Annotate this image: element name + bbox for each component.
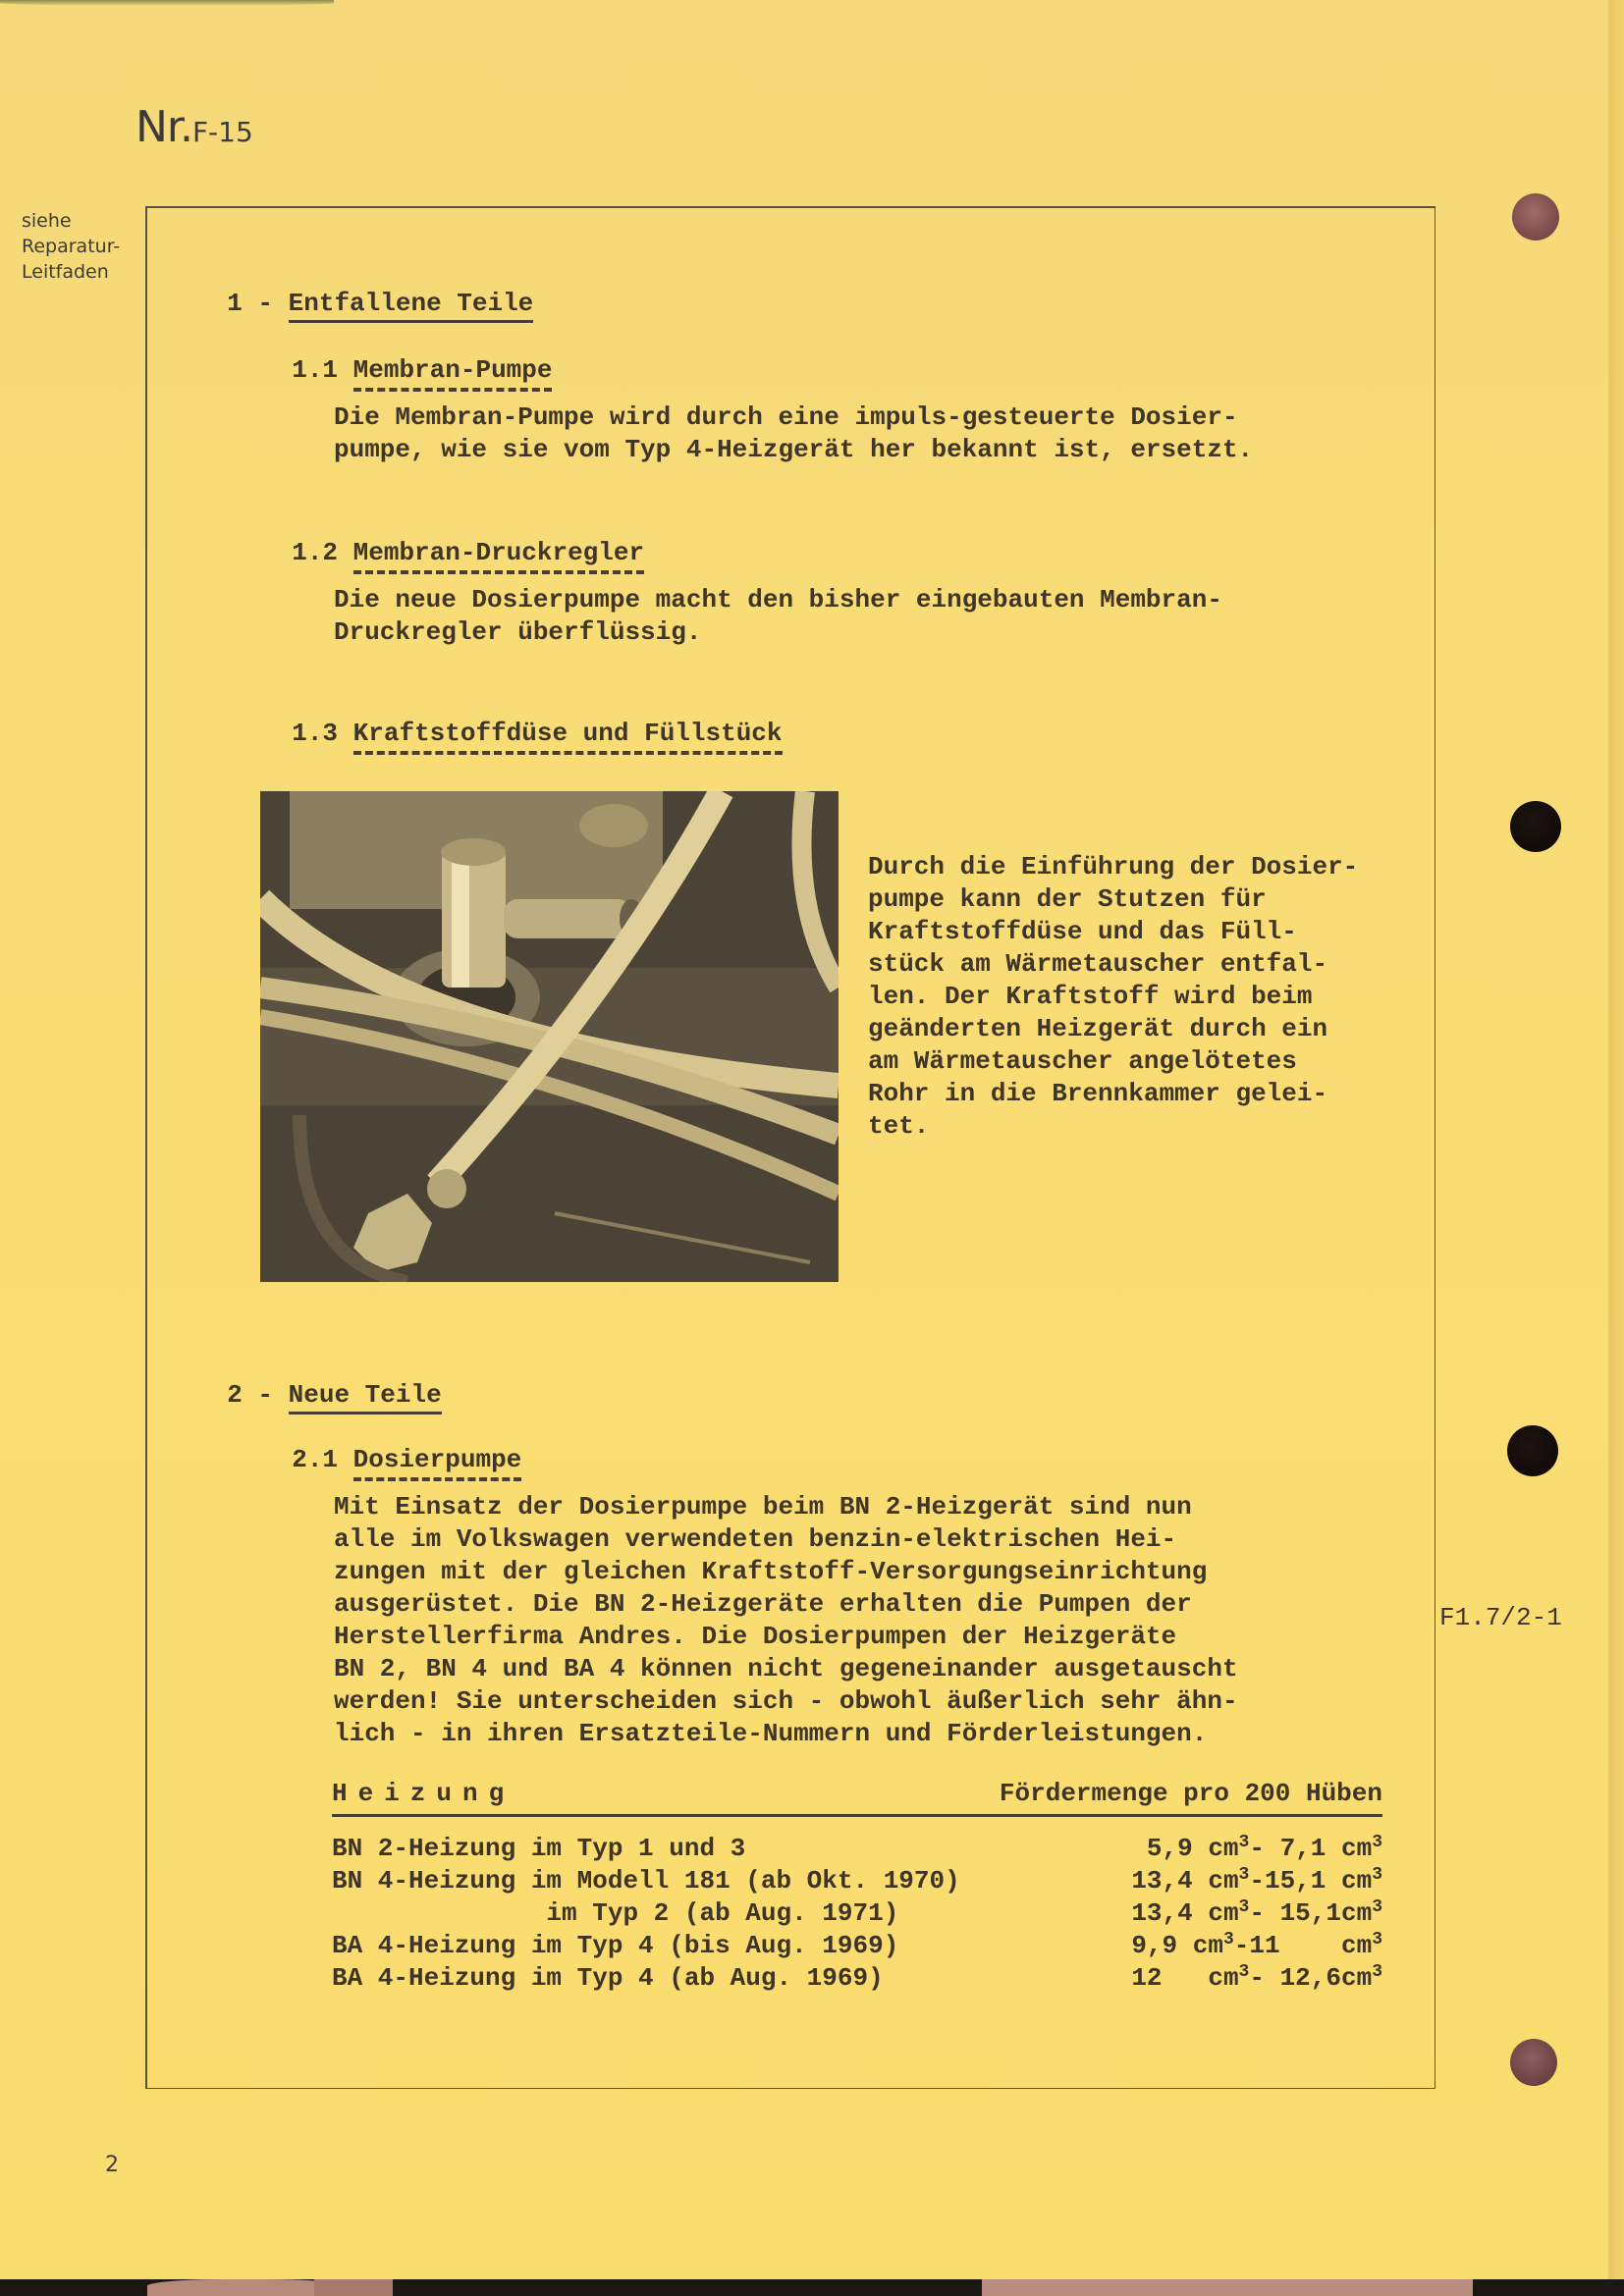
table-row bbox=[332, 1898, 1382, 1930]
heizung-cell: BN 2-Heizung im Typ 1 und 3 bbox=[332, 1834, 746, 1863]
subsection-number: 2.1 bbox=[292, 1445, 339, 1474]
section-title: Entfallene Teile bbox=[289, 289, 534, 323]
paragraph-line: Die Membran-Pumpe wird durch eine impuls-gesteuerte Dosier- bbox=[334, 402, 1238, 432]
column-foerdermenge: Fördermenge pro 200 Hüben bbox=[999, 1779, 1382, 1808]
subsection-1-2-heading bbox=[261, 503, 644, 569]
paragraph-line: BN 2, BN 4 und BA 4 können nicht gegeneinander ausgetauscht bbox=[334, 1654, 1238, 1683]
exponent: 3 bbox=[1222, 1930, 1234, 1949]
exponent: 3 bbox=[1238, 1865, 1250, 1885]
foerdermenge-cell: 5,9 $cm^3-$ 7,1 $cm^3$ bbox=[1146, 1833, 1382, 1863]
exponent: 3 bbox=[1238, 1897, 1250, 1917]
paragraph-line: len. Der Kraftstoff wird beim bbox=[868, 982, 1313, 1011]
subsection-number: 1.1 bbox=[292, 355, 339, 385]
heizung-cell: BN 4-Heizung im Modell 181 (ab Okt. 1970) bbox=[332, 1866, 960, 1896]
table-row bbox=[332, 1866, 1382, 1897]
punch-hole bbox=[1512, 193, 1559, 240]
subsection-title: Dosierpumpe bbox=[353, 1445, 522, 1481]
section-number: 1 - bbox=[227, 289, 274, 318]
photo-illustration bbox=[260, 791, 839, 1282]
margin-reference: F1.7/2-1 bbox=[1439, 1603, 1562, 1632]
section-2-heading bbox=[196, 1345, 442, 1412]
side-reference bbox=[22, 208, 120, 285]
value-to: 15,1 cm bbox=[1264, 1866, 1373, 1896]
foerdermenge-cell: 9,9 $cm^3-11$ $cm^3$ bbox=[1131, 1930, 1382, 1960]
value-to: 15,1cm bbox=[1264, 1898, 1373, 1928]
value-from: 13,4 cm bbox=[1131, 1898, 1239, 1928]
punch-hole bbox=[1510, 2039, 1557, 2086]
exponent: 3 bbox=[1238, 1962, 1250, 1982]
subsection-title: Membran-Druckregler bbox=[353, 538, 644, 574]
side-ref-line: Reparatur- bbox=[22, 236, 121, 257]
punch-hole bbox=[1507, 1425, 1558, 1476]
paragraph-line: am Wärmetauscher angelötetes bbox=[868, 1046, 1297, 1076]
value-to: 11 cm bbox=[1249, 1931, 1373, 1960]
exponent: 3 bbox=[1372, 1962, 1382, 1982]
exponent: 3 bbox=[1372, 1930, 1382, 1949]
value-from: 12 cm bbox=[1131, 1963, 1239, 1993]
table-row bbox=[332, 1931, 1382, 1962]
paragraph-line: Herstellerfirma Andres. Die Dosierpumpen der Heizgeräte bbox=[334, 1622, 1177, 1651]
doc-id: F-15 bbox=[191, 116, 253, 148]
exponent: 3 bbox=[1372, 1833, 1382, 1852]
heater-photo bbox=[260, 791, 839, 1282]
foerdermenge-cell: 13,4 $cm^3-$ $15,1cm^3$ bbox=[1131, 1897, 1382, 1928]
finger-shadow bbox=[982, 2279, 1473, 2296]
paragraph-line: Mit Einsatz der Dosierpumpe beim BN 2-Heizgerät sind nun bbox=[334, 1492, 1192, 1522]
paragraph-line: Druckregler überflüssig. bbox=[334, 617, 702, 647]
paragraph-line: tet. bbox=[868, 1111, 930, 1141]
subsection-number: 1.2 bbox=[292, 538, 339, 567]
paragraph-line: Rohr in die Brennkammer gelei- bbox=[868, 1079, 1328, 1108]
paragraph-line: Durch die Einführung der Dosier- bbox=[868, 852, 1359, 881]
paragraph-line: Die neue Dosierpumpe macht den bisher eingebauten Membran- bbox=[334, 585, 1222, 614]
side-ref-line: siehe bbox=[22, 210, 72, 232]
value-from: 5,9 cm bbox=[1146, 1834, 1239, 1863]
exponent: 3 bbox=[1372, 1865, 1382, 1885]
foerdermenge-cell: 12 $cm^3-$ $12,6cm^3$ bbox=[1131, 1962, 1382, 1993]
subsection-title: Membran-Pumpe bbox=[353, 355, 553, 392]
scan-shadow bbox=[0, 0, 334, 6]
paragraph-line: Kraftstoffdüse und das Füll- bbox=[868, 917, 1297, 946]
section-title: Neue Teile bbox=[289, 1380, 442, 1415]
value-from: 13,4 cm bbox=[1131, 1866, 1239, 1896]
paper-edge bbox=[1608, 0, 1624, 2279]
paragraph-line: werden! Sie unterscheiden sich - obwohl äußerlich sehr ähn- bbox=[334, 1686, 1238, 1716]
subsection-2-1-heading bbox=[261, 1410, 521, 1476]
subsection-number: 1.3 bbox=[292, 719, 339, 748]
document-number bbox=[135, 102, 253, 152]
heizung-cell: BA 4-Heizung im Typ 4 (bis Aug. 1969) bbox=[332, 1931, 899, 1960]
heizung-cell: BA 4-Heizung im Typ 4 (ab Aug. 1969) bbox=[332, 1963, 884, 1993]
page-number: 2 bbox=[105, 2153, 119, 2177]
finger-shadow bbox=[314, 2279, 393, 2296]
value-to: 7,1 cm bbox=[1264, 1834, 1373, 1863]
punch-hole bbox=[1510, 801, 1561, 852]
exponent: 3 bbox=[1238, 1833, 1250, 1852]
paragraph-line: stück am Wärmetauscher entfal- bbox=[868, 949, 1328, 979]
exponent: 3 bbox=[1372, 1897, 1382, 1917]
value-from: 9,9 cm bbox=[1131, 1931, 1223, 1960]
subsection-title: Kraftstoffdüse und Füllstück bbox=[353, 719, 783, 755]
scan-background bbox=[0, 2279, 1624, 2296]
subsection-1-1-heading bbox=[261, 320, 552, 387]
paragraph-line: lich - in ihren Ersatzteile-Nummern und Förderleistungen. bbox=[334, 1719, 1208, 1748]
table-header bbox=[332, 1779, 1382, 1817]
paragraph-line: geänderten Heizgerät durch ein bbox=[868, 1014, 1328, 1043]
paragraph-line: pumpe, wie sie vom Typ 4-Heizgerät her bekannt ist, ersetzt. bbox=[334, 435, 1254, 464]
column-heizung: Heizung bbox=[332, 1779, 515, 1808]
heizung-cell: im Typ 2 (ab Aug. 1971) bbox=[332, 1898, 899, 1928]
table-row bbox=[332, 1834, 1382, 1865]
paragraph-line: pumpe kann der Stutzen für bbox=[868, 884, 1267, 914]
foerdermenge-cell: 13,4 $cm^3-15,1$ $cm^3$ bbox=[1131, 1865, 1382, 1896]
value-to: 12,6cm bbox=[1264, 1963, 1373, 1993]
subsection-1-3-heading bbox=[261, 683, 783, 750]
side-ref-line: Leitfaden bbox=[22, 261, 109, 283]
section-1-heading bbox=[196, 253, 533, 320]
paragraph-line: zungen mit der gleichen Kraftstoff-Versorgungseinrichtung bbox=[334, 1557, 1208, 1586]
paragraph-line: alle im Volkswagen verwendeten benzin-elektrischen Hei- bbox=[334, 1524, 1177, 1554]
section-number: 2 - bbox=[227, 1380, 274, 1410]
nr-label: Nr. bbox=[135, 102, 192, 152]
paragraph-line: ausgerüstet. Die BN 2-Heizgeräte erhalten die Pumpen der bbox=[334, 1589, 1192, 1619]
table-row bbox=[332, 1963, 1382, 1995]
